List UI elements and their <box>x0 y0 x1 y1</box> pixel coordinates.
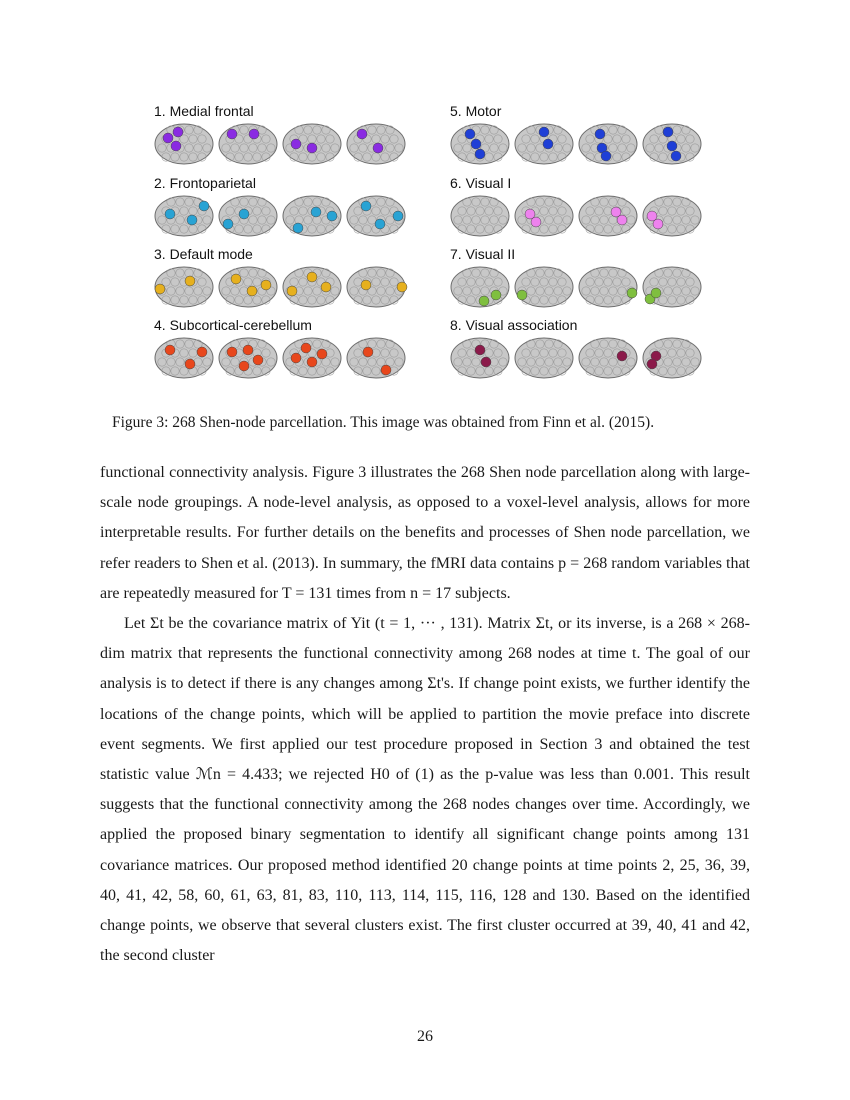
panel-title: 1. Medial frontal <box>154 103 254 119</box>
brain-view <box>155 267 213 307</box>
shen-parcellation-figure <box>150 100 710 390</box>
brain-view <box>579 267 637 307</box>
paragraph: Let Σt be the covariance matrix of Yit (t = 1, ··· , 131). Matrix Σt, or its inverse, is a 268 × 268-dim matrix that represents the functional connectivity among 268 nodes at time t. The goal of our analysis is to detect if there is any changes among Σt's. If change point exists, we further identify the locations of the change points, which will be applied to partition the movie preface into discrete event segments. We first applied our test procedure proposed in Section 3 and obtained the test statistic value ℳn = 4.433; we rejected H0 of (1) as the p-value was less than 0.001. This result suggests that the functional connectivity among the 268 nodes changes over time. Accordingly, we applied the proposed binary segmentation to identify all significant change points among 131 covariance matrices. Our proposed method identified 20 change points at time points 2, 25, 36, 39, 40, 41, 42, 58, 60, 61, 63, 81, 83, 110, 113, 114, 115, 116, 128 and 130. Based on the identified change points, we observe that several clusters exist. The first cluster occurred at 39, 40, 41 and 42, the second cluster <box>100 615 750 965</box>
brain-view <box>347 196 405 236</box>
panel-motor <box>446 100 706 170</box>
brain-view <box>219 267 277 307</box>
brain-view <box>579 338 637 378</box>
brain-view <box>515 267 573 307</box>
brain-view <box>283 338 341 378</box>
brain-view <box>579 196 637 236</box>
brain-view <box>515 338 573 378</box>
panel-visual-ii <box>446 243 706 313</box>
brain-view <box>219 124 277 164</box>
panel-title: 8. Visual association <box>450 317 578 333</box>
panel-medial-frontal <box>150 100 410 170</box>
brain-views <box>446 263 706 313</box>
brain-views <box>150 192 410 242</box>
brain-view <box>643 124 701 164</box>
panel-title: 7. Visual II <box>450 246 516 262</box>
figure-caption: Figure 3: 268 Shen-node parcellation. This image was obtained from Finn et al. (2015). <box>112 414 655 431</box>
brain-view <box>155 196 213 236</box>
panel-visual-association <box>446 314 706 384</box>
brain-view <box>219 196 277 236</box>
brain-view <box>155 338 213 378</box>
brain-view <box>515 124 573 164</box>
brain-view <box>155 124 213 164</box>
brain-view <box>283 267 341 307</box>
brain-view <box>451 338 509 378</box>
brain-view <box>451 196 509 236</box>
panel-title: 5. Motor <box>450 103 502 119</box>
brain-views <box>446 120 706 170</box>
panel-subcortical-cerebellum <box>150 314 410 384</box>
paragraph: functional connectivity analysis. Figure 3 illustrates the 268 Shen node parcellation along with large-scale node groupings. A node-level analysis, as opposed to a voxel-level analysis, allows for more interpretable results. For further details on the benefits and processes of Shen node parcellation, we refer readers to Shen et al. (2013). In summary, the fMRI data contains p = 268 random variables that are repeatedly measured for T = 131 times from n = 17 subjects. <box>100 464 750 602</box>
brain-view <box>643 338 701 378</box>
brain-view <box>579 124 637 164</box>
brain-view <box>283 124 341 164</box>
brain-view <box>451 267 509 307</box>
brain-view <box>515 196 573 236</box>
brain-views <box>150 120 410 170</box>
brain-views <box>150 334 410 384</box>
panel-title: 4. Subcortical-cerebellum <box>154 317 312 333</box>
panel-title: 3. Default mode <box>154 246 253 262</box>
page-number: 26 <box>417 1028 433 1045</box>
panel-title: 6. Visual I <box>450 175 512 191</box>
brain-view <box>219 338 277 378</box>
brain-view <box>347 267 407 307</box>
brain-view <box>643 267 701 307</box>
brain-views <box>446 192 706 242</box>
panel-default-mode <box>150 243 410 313</box>
panel-frontoparietal <box>150 172 410 242</box>
brain-views <box>150 263 410 313</box>
panel-visual-i <box>446 172 706 242</box>
brain-view <box>451 124 509 164</box>
brain-view <box>643 196 701 236</box>
brain-view <box>347 338 405 378</box>
panel-title: 2. Frontoparietal <box>154 175 256 191</box>
body-text <box>100 458 750 971</box>
brain-view <box>347 124 405 164</box>
brain-view <box>283 196 341 236</box>
brain-views <box>446 334 706 384</box>
